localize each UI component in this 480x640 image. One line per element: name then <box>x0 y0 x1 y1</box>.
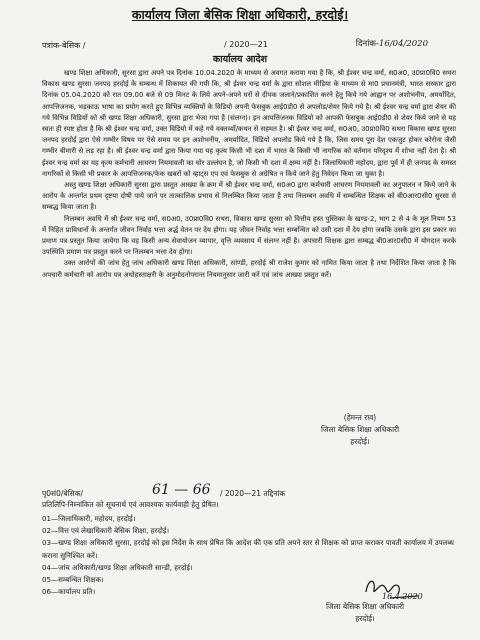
list-item: 04—जांच अधिकारी/खण्ड शिक्षा अधिकारी सान्डी, हरदोई। <box>42 562 193 572</box>
handwritten-date: 16.4.2020 <box>382 592 423 601</box>
list-item: 03—खण्ड शिक्षा अधिकारी सुरसा, हरदोई को इस निर्देश के साथ प्रेषित कि आदेश की एक प्रति अपने स्तर से शिक्षक को प्राप्त कराकर पावती कार्यालय में उपलब्ध कराना सुनिश्चित करें। <box>42 538 454 560</box>
list-item: 05—सम्बन्धित शिक्षक। <box>42 575 104 585</box>
copy-signature-block <box>300 601 430 625</box>
letter-reference-year: / 2020—21 <box>224 40 268 49</box>
list-item: 01—जिलाधिकारी, महोदय, हरदोई। <box>42 514 136 523</box>
copy-reference-year: / 2020—21 तद्दिनांक <box>220 489 286 498</box>
paragraph-complaint: खण्ड शिक्षा अधिकारी, सुरसा द्वारा अपने पत्र दिनांक 10.04.2020 के माध्यम से अवगत कराया गया है कि, श्री ईश्वर चन्द्र वर्मा, स0अ0, उ0प्रा0वि0 सथरा विकास खण्ड सुरसा जनपद हरदोई के सम्बन्ध में शिकायत की गयी कि, श्री ईश्वर चन्द्र वर्मा के द्वारा सोशल मीडिया के माध्यम से मा0 प्रधानमंत्री, भारत सरकार द्वारा दिनांक 05.04.2020 को रात 09.00 बजे से 09 मिनट के लिये अपने-अपने घरों से दीपक जलाने/प्रकाशित करने हेतु किये गये आह्वान पर अशोभनीय, अमर्यादित, आपत्तिजनक, भड़काऊ भाषा का प्रयोग करते हुए विभिन्न व्यक्तियों के विडियो अपनी फेसबुक आई0डी0 से अपलोड/शेयर किये गये है। श्री ईश्वर चन्द्र वर्मा द्वारा शेयर की गये विभिन्न विडियों को श्री खण्ड शिक्षा अधिकारी, सुरसा द्वारा भेजा गया है (संलग्न)। इन आपत्तिजनक विडियो को आपकी फेसबुक आई0डी0 से शेयर किये जाने से यह स्वतः ही स्पष्ट होता है कि श्री ईश्वर चन्द्र वर्मा, उक्त विडियो में कहे गये वक्तव्यों/कथन से सहमत है। श्री ईश्वर चन्द्र वर्मा, स0अ0, उ0प्रा0वि0 सथरा विकास खण्ड सुरसा जनपद हरदोई द्वारा ऐसे गम्भीर विषय पर ऐसे समय पर इन अशोभनीय, अमर्यादित, विडियो अपलोड किये गये है कि, जिस समय पूरा देश एकजुट होकर कोरोना जैसी गम्भीर बीमारी से लड़ रहा है। श्री ईश्वर चन्द्र वर्मा द्वारा किया गया यह कृत्य किसी भी दशा में भारत के किसी भी नागरिक को वर्तमान परिदृश्य में शोभा नहीं देता है। श्री ईश्वर चन्द्र वर्मा का यह कृत्य कर्मचारी आचरण नियमावली का घोर उल्लंघन है, जो किसी भी दशा में क्षम्य नहीं है। जिलाधिकारी महोदय, द्वारा पूर्व में ही जनपद के समस्त नागरिकों से किसी भी प्रकार के आपत्तिजनक/फेक खबरों को व्हाट्स एप एवं फेसबुक से अग्रेषित न किये जाने हेतु निवेदन किया जा चुका है। <box>42 69 456 178</box>
copy-reference-numbers: 61 — 66 <box>152 482 211 498</box>
list-item: 02—वित्त एवं लेखाधिकारी बेसिक शिक्षा, हरदोई। <box>42 526 170 536</box>
order-body <box>42 68 456 281</box>
paragraph-suspension: अस्तु खण्ड शिक्षा अधिकारी सुरसा द्वारा प्रस्तुत आख्या के क्रम में श्री ईश्वर चन्द्र वर्मा, स0अ0 द्वारा कर्मचारी आचरण नियमावली का अनुपालन न किये जाने के आरोप के अन्तर्गत प्रथम दृष्टया दोषी पाये जाने पर तात्कालिक प्रभाव से निलम्बित किया जाता है तथा निलम्बन अवधि में सम्बन्धित शिक्षक को बी0आर0सी0 सुरसा से सम्बद्ध किया जाता है। <box>42 181 456 212</box>
letter-reference: पत्रांक-बेसिक / <box>42 41 86 50</box>
date-label: दिनांक- <box>355 39 379 49</box>
letter-date <box>356 38 428 49</box>
copy-signer-designation: जिला बेसिक शिक्षा अधिकारी <box>325 602 405 611</box>
copy-reference: पृ0सं0/बेसिक/ <box>42 489 83 498</box>
paragraph-inquiry-officer: उक्त आरोपों की जांच हेतु जांच अधिकारी खण्ड शिक्षा अधिकारी, सांण्डी, हरदोई श्री राजेश कुमार को नामित किया जाता है तथा निर्देशित किया जाता है कि अपचारी कर्मचारी को आरोप पत्र अधोहस्ताक्षरी के अनुमोदनोपरान्त नियमानुसार जारी करें एवं जांच आख्या प्रस्तुत करें। <box>42 259 456 279</box>
date-value: 16/04/2020 <box>379 39 428 49</box>
copy-signer-place: हरदोई। <box>355 614 375 623</box>
officer-name: (हेमन्त राव) <box>343 413 377 422</box>
office-heading: कार्यालय जिला बेसिक शिक्षा अधिकारी, हरदोई। <box>131 7 349 22</box>
paragraph-subsistence-allowance: निलम्बन अवधि में श्री ईश्वर चन्द्र वर्मा, स0अ0, उ0प्रा0वि0 सथरा, विकास खण्ड सुरसा को वित्तीय हस्त पुस्तिका के खण्ड-2, भाग 2 से 4 के मूल नियम 53 में निहित प्राविधानों के अन्तर्गत जीवन निर्वाह भत्ता अर्द्ध वेतन पर देय होगा। यह जीवन निर्वाह भत्ता सम्बन्धित को उसी दशा में देय होगा जबकि उसके द्वारा इस प्रकार का प्रमाण पत्र प्रस्तुत किया जायेगा कि वह किसी अन्य सेवायोजन व्यापार, वृत्ति व्यवसाय में संलग्न नहीं है। अपचारी शिक्षक द्वारा सम्बद्ध बी0आर0सी0 में योगदान करके उपस्थिति प्रमाण पत्र प्रस्तुत करने पर निलम्बन भत्ता देय होगा। <box>42 214 456 257</box>
officer-signature-block <box>300 412 420 448</box>
officer-designation: जिला बेसिक शिक्षा अधिकारी <box>320 425 400 434</box>
officer-place: हरदोई। <box>350 437 370 446</box>
order-title: कार्यालय आदेश <box>212 54 268 65</box>
copy-intro: प्रतिलिपि-निम्नांकित को सूचनार्थ एवं आवश्यक कार्यवाही हेतु प्रेषित। <box>42 500 219 509</box>
list-item: 06—कार्यालय प्रति। <box>42 587 96 597</box>
